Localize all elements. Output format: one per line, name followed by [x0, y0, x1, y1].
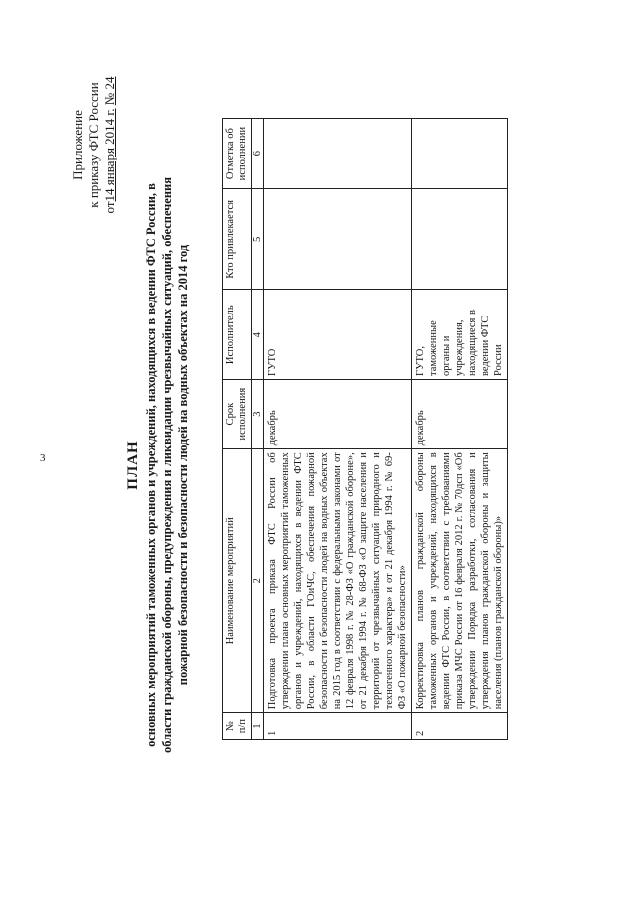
row-executor: ГУТО [264, 290, 412, 380]
row-number: 2 [412, 713, 508, 740]
table-row [264, 119, 412, 740]
row-activity-name: Подготовка проекта приказа ФТС России об утверждении плана основных мероприятий таможенных органов и учреждений, находящихся в ведении ФТС России, в области ГОиЧС, обеспечения пожарной безопасности и безопасности людей на водных объектах на 2015 год в соответствии с федеральными законами от 12 февраля 1998 г. № 28-ФЗ «О гражданской обороне», от 21 декабря 1994 г. № 68-ФЗ «О защите населения и территорий от чрезвычайных ситуаций природного и техногенного характера» и от 21 декабря 1994 г. № 69-ФЗ «О пожарной безопасности» [264, 449, 412, 713]
table-row [412, 119, 508, 740]
row-involved [412, 189, 508, 290]
header-activity-name: Наименование мероприятий [223, 449, 252, 713]
page-number: 3 [40, 452, 46, 464]
table-header-row [223, 119, 252, 740]
header-involved: Кто привлекается [223, 189, 252, 290]
column-number: 5 [252, 189, 264, 290]
row-mark [412, 119, 508, 189]
appendix-order-number: № 24 [102, 76, 117, 106]
row-term: декабрь [264, 379, 412, 448]
column-number: 4 [252, 290, 264, 380]
row-activity-name: Корректировка планов гражданской обороны таможенных органов и учреждений, находящихся в ведении ФТС России, в соответствии с требованиями приказа МЧС России от 16 февраля 2012 г. № 70дсп «Об утверждении Порядка разработки, согласования и утверждения планов гражданской обороны и защиты населения (планов гражданской обороны)» [412, 449, 508, 713]
appendix-date: 14 января 2014 г. [102, 108, 117, 202]
column-number: 2 [252, 449, 264, 713]
column-number: 6 [252, 119, 264, 189]
plan-title-block [125, 165, 191, 765]
header-mark: Отметка об исполнении [223, 119, 252, 189]
appendix-line-1: Приложение [70, 110, 85, 180]
appendix-date-prefix: от [102, 201, 117, 214]
header-executor: Исполнитель [223, 290, 252, 380]
column-number: 1 [252, 713, 264, 740]
appendix-line-3 [102, 40, 118, 250]
column-number-row [252, 119, 264, 740]
row-term: декабрь [412, 379, 508, 448]
row-number: 1 [264, 713, 412, 740]
row-involved [264, 189, 412, 290]
header-number: № п/п [223, 713, 252, 740]
plan-heading: ПЛАН [125, 440, 141, 490]
plan-table [222, 118, 508, 740]
row-executor: ГУТО, таможенные органы и учреждения, находящиеся в ведении ФТС России [412, 290, 508, 380]
column-number: 3 [252, 379, 264, 448]
plan-subtitle: основных мероприятий таможенных органов и учреждений, находящихся в ведении ФТС России, в области гражданской обороны, предупреждения и ликвидации чрезвычайных ситуаций, обеспечения пожарной безопасности и безопасности людей на водных объектах на 2014 год [144, 177, 190, 754]
appendix-line-2: к приказу ФТС России [86, 82, 101, 208]
header-term: Срок исполнения [223, 379, 252, 448]
appendix-block [70, 40, 118, 250]
row-mark [264, 119, 412, 189]
